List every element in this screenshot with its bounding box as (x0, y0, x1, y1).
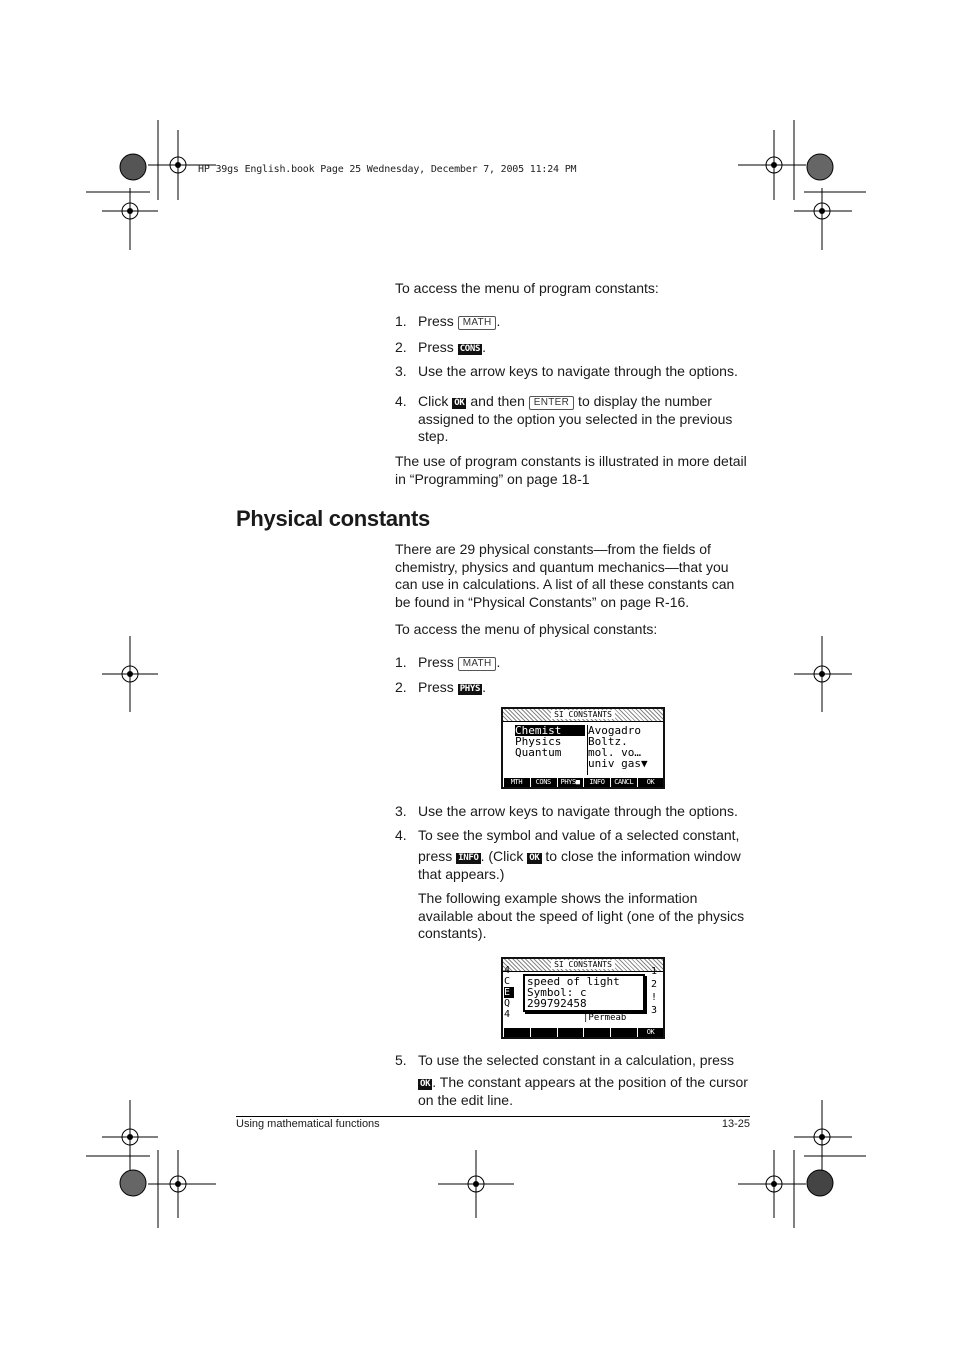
step-number: 2. (395, 679, 407, 695)
step-text-before: Press (418, 313, 458, 329)
footer-rule (236, 1116, 750, 1117)
step-number: 5. (395, 1052, 407, 1068)
ok-softkey: OK (529, 853, 540, 863)
screen-title-bar (503, 959, 663, 972)
math-key: MATH (458, 316, 497, 330)
background-partial-text: |Permeab (583, 1013, 627, 1023)
step-number: 4. (395, 827, 407, 843)
step-number: 2. (395, 339, 407, 355)
step-text-middle: . (Click (480, 848, 528, 864)
constant-item: univ gas▼ (588, 757, 648, 770)
step-text-after: . (496, 313, 501, 329)
background-left-chars (504, 965, 514, 1020)
step-text-after: to close the information window that appears.) (418, 848, 741, 882)
step-text-line1: To see the symbol and value of a selected constant, (418, 827, 740, 843)
info-constant-symbol: Symbol: c (527, 986, 587, 999)
softkey-blank (557, 1028, 583, 1037)
softkey-mth: MTH (503, 778, 529, 787)
step-text (418, 1074, 753, 1109)
step-number: 4. (395, 393, 407, 409)
step-text-after: to display the number assigned to the option you selected in the previous step. (418, 393, 733, 444)
softkey-blank (610, 1028, 636, 1037)
softkey-blank (583, 1028, 609, 1037)
softkey-cancel: CANCL (610, 778, 636, 787)
screen-title: SI CONSTANTS (551, 710, 615, 719)
step-text: Use the arrow keys to navigate through the options. (418, 803, 738, 819)
step-text-after: . The constant appears at the position of the cursor on the edit line. (418, 1074, 748, 1108)
ok-softkey: OK (454, 398, 465, 408)
softkey-blank (503, 1028, 529, 1037)
bg-char: ! (651, 992, 658, 1003)
bg-char: 3 (651, 1005, 658, 1016)
softkey-phys: PHYS■ (557, 778, 583, 787)
enter-key: ENTER (529, 396, 574, 410)
step-text-middle: and then (466, 393, 529, 409)
screen-title: SI CONSTANTS (551, 960, 615, 969)
step-text (418, 848, 753, 883)
example-text: The following example shows the information available about the speed of light (one of the physics constants). (418, 890, 745, 941)
info-window (523, 974, 645, 1012)
category-list (515, 725, 585, 758)
softkey-cons: CONS (530, 778, 556, 787)
bg-char: 4 (504, 1009, 511, 1020)
step-text (418, 393, 753, 446)
step-text (418, 313, 753, 331)
bg-char: Q (504, 998, 511, 1009)
softkey-ok: OK (637, 778, 663, 787)
step-text-before: Press (418, 654, 458, 670)
math-key: MATH (458, 657, 497, 671)
step-text-before: Click (418, 393, 453, 409)
step-text-after: . (482, 679, 487, 695)
step-text-before: Press (418, 679, 458, 695)
info-constant-value: 299792458 (527, 997, 587, 1010)
constant-item: Avogadro (588, 724, 641, 737)
step-text-after: . (482, 339, 487, 355)
category-item-quantum: Quantum (515, 746, 562, 759)
bg-char: C (504, 976, 511, 987)
step-text-before: Press (418, 339, 458, 355)
constant-list (588, 725, 660, 769)
screen-softkey-bar (503, 1028, 663, 1037)
print-slug-line: HP 39gs English.book Page 25 Wednesday, December 7, 2005 11:24 PM (198, 164, 577, 175)
softkey-ok: OK (637, 1028, 663, 1037)
category-item-physics: Physics (515, 735, 562, 748)
footer-page-number: 13-25 (721, 1118, 750, 1130)
cons-softkey: CONS (459, 344, 481, 354)
step-text: Use the arrow keys to navigate through the options. (418, 363, 738, 379)
step-text-line1: To use the selected constant in a calculation, press (418, 1052, 734, 1068)
phys-softkey: PHYS (459, 684, 481, 694)
softkey-info: INFO (583, 778, 609, 787)
constant-item: Boltz. (588, 735, 628, 748)
screen-softkey-bar (503, 778, 663, 787)
section-heading: Physical constants (236, 506, 430, 531)
footer-chapter-title: Using mathematical functions (236, 1118, 380, 1130)
constant-item: mol. vo… (588, 746, 641, 759)
step-text (418, 654, 753, 672)
background-right-chars (651, 965, 661, 1017)
screen-title-bar (503, 709, 663, 722)
step-text (418, 339, 753, 357)
step-number: 3. (395, 803, 407, 819)
step-text-after: . (496, 654, 501, 670)
category-item-chemist: Chemist (515, 725, 585, 736)
step-number: 3. (395, 363, 407, 379)
step-number: 1. (395, 313, 407, 329)
program-constants-outro: The use of program constants is illustrated in more detail in “Programming” on page 18-1 (395, 453, 747, 487)
step-text (418, 679, 753, 697)
bg-char: 1 (651, 966, 658, 977)
physical-constants-paragraph: There are 29 physical constants—from the fields of chemistry, physics and quantum mechanics—that you can use in calculations. A list of all these constants can be found in “Physical Constants” on page R-16. (395, 541, 735, 610)
info-constant-name: speed of light (527, 975, 620, 988)
bg-char: E (504, 987, 514, 998)
bg-char: 4 (504, 965, 511, 976)
calculator-screen-constants-menu (501, 707, 665, 789)
bg-char: 2 (651, 979, 658, 990)
calculator-screen-constant-info (501, 957, 665, 1039)
program-constants-intro: To access the menu of program constants: (395, 280, 659, 296)
step-text-before: press (418, 848, 457, 864)
info-softkey: INFO (458, 853, 479, 863)
step-number: 1. (395, 654, 407, 670)
ok-softkey: OK (420, 1079, 431, 1089)
physical-constants-intro: To access the menu of physical constants: (395, 621, 658, 637)
softkey-blank (530, 1028, 556, 1037)
